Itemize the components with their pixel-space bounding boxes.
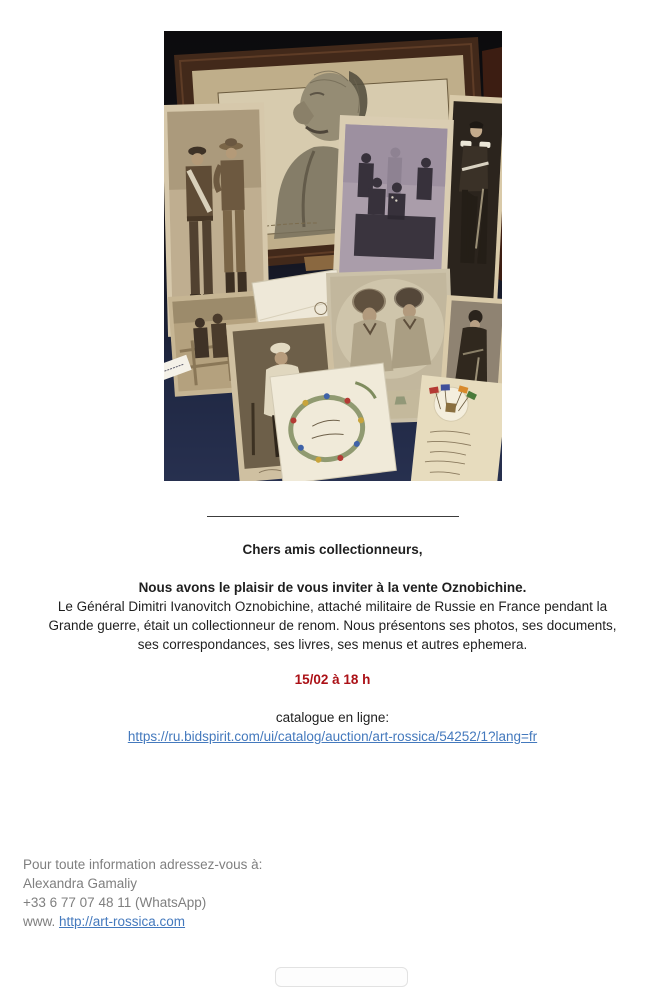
hero-photo-illustration xyxy=(164,31,502,481)
contact-name: Alexandra Gamaliy xyxy=(23,876,138,891)
divider-line xyxy=(207,516,459,517)
hero-photo xyxy=(164,31,502,481)
link-preview-bubble xyxy=(275,967,408,987)
card-menu-wreath xyxy=(270,363,396,481)
card-handwritten-flags xyxy=(410,375,501,481)
website-prefix: www. xyxy=(23,914,60,929)
catalogue-label: catalogue en ligne: xyxy=(275,710,390,725)
contact-website-line xyxy=(23,912,665,931)
greeting-text: Chers amis collectionneurs, xyxy=(242,542,423,557)
email-body xyxy=(0,31,665,931)
catalogue-link[interactable]: https://ru.bidspirit.com/ui/catalog/auction/art-rossica/54252/1?lang=fr xyxy=(127,729,538,744)
contact-block xyxy=(23,855,665,931)
invitation-text: Nous avons le plaisir de vous inviter à la vente Oznobichine. xyxy=(138,580,527,595)
contact-phone: +33 6 77 07 48 11 (WhatsApp) xyxy=(23,895,207,910)
description-text: Le Général Dimitri Ivanovitch Oznobichine, attaché militaire de Russie en France pendant la Grande guerre, était un collectionneur de renom. Nous présentons ses photos, ses documents, ses correspondances, ses livres, ses menus et autres ephemera. xyxy=(48,599,617,652)
website-link[interactable]: http://art-rossica.com xyxy=(59,914,186,929)
event-date: 15/02 à 18 h xyxy=(294,672,371,687)
contact-intro: Pour toute information adressez-vous à: xyxy=(23,857,263,872)
